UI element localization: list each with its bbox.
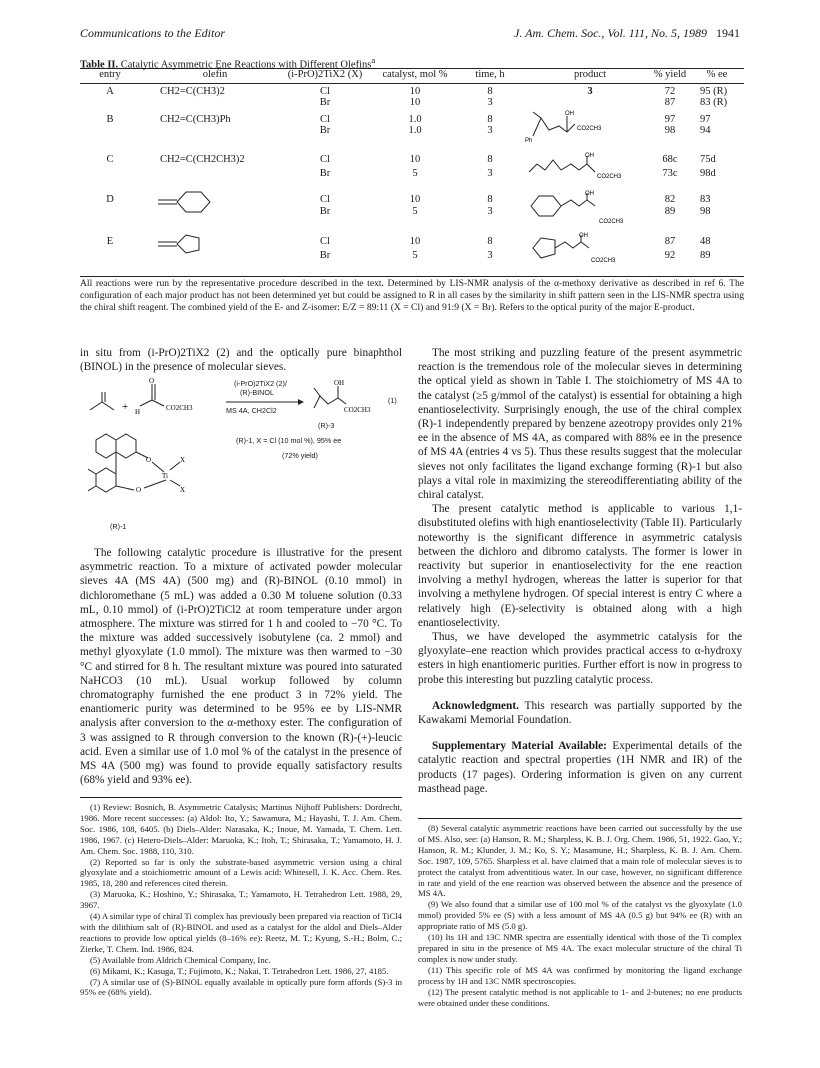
time-cell: 8 xyxy=(487,154,493,165)
halide-cell: Cl xyxy=(320,154,330,165)
catalyst-label: (R)-1 xyxy=(110,522,127,531)
product-structure-c xyxy=(525,152,655,186)
scheme-reagent-1: (i-PrO)2TiX2 (2)/ xyxy=(234,379,287,388)
table-footnotes: All reactions were run by the representative procedure described in the text. Determined by LIS-NMR analysis of the α-methoxy derivative as described in ref 6. The configuration of each major product has not been determined yet but could be assigned to R in all cases by the similarity in shift pattern seen in the LIS-NMR spectra using the chiral shift reagent. The combined yield of the E- and Z-isomer: E/Z = 89:11 (X = Cl) and 91:9 (X = Br). Refers to the optical purity of the major E-product. xyxy=(80,278,744,313)
reference-item: (2) Reported so far is only the substrate-based asymmetric version using a chiral glyoxylate and a stoichiometric amount of a Lewis acid: Whitesell, J. K. Acc. Chem. Res. 1985, 18, 280 and references cited therein. xyxy=(80,856,402,889)
ee-cell: 89 xyxy=(700,250,711,261)
reference-item: (4) A similar type of chiral Ti complex has previously been prepared via reaction of TiCl4 with the dilithium salt of (R)-BINOL and used as a catalyst for the aldol and Diels–Alder reactions to provide low optical yields (8–16% ee): Reetz, M. T.; Kyung, S.-H.; Bolm, C.; Zierke, T. Chem. Ind. 1986, 824. xyxy=(80,911,402,954)
yield-cell: 82 xyxy=(664,194,676,205)
reaction-scheme xyxy=(88,378,408,538)
product-structure-b xyxy=(525,110,655,144)
catalyst-cell: 5 xyxy=(412,206,418,217)
yield-cell: 87 xyxy=(664,236,676,247)
col-header-catalyst: catalyst, mol % xyxy=(382,69,448,80)
svg-text:CO2CH3: CO2CH3 xyxy=(166,404,193,412)
ee-cell: 83 (R) xyxy=(700,97,728,108)
references-left xyxy=(80,802,402,998)
catalyst-cell: 5 xyxy=(412,168,418,179)
halide-cell: Br xyxy=(319,206,331,217)
olefin-formula: CH2=C(CH2CH3)2 xyxy=(160,154,245,165)
yield-cell: 73c xyxy=(662,168,678,179)
table-label: Table II. xyxy=(80,59,119,71)
journal-name: J. Am. Chem. Soc., xyxy=(514,26,605,40)
svg-text:CO2CH3: CO2CH3 xyxy=(599,219,624,225)
yield-cell: 68c xyxy=(662,154,678,165)
table-title-footnote-mark: a xyxy=(371,55,376,65)
catalyst-cell: 10 xyxy=(409,154,421,165)
svg-text:OH: OH xyxy=(579,233,588,239)
svg-text:CO2CH3: CO2CH3 xyxy=(577,126,602,132)
ee-cell: 94 xyxy=(700,125,711,136)
col-header-reagent: (i-PrO)2TiX2 (X) xyxy=(287,69,363,80)
halide-cell: Cl xyxy=(320,194,330,205)
entry-label: E xyxy=(106,236,114,247)
time-cell: 8 xyxy=(487,114,493,125)
ee-cell: 75d xyxy=(700,154,716,165)
time-cell: 8 xyxy=(487,194,493,205)
ee-cell: 83 xyxy=(700,194,711,205)
catalyst-cell: 10 xyxy=(409,86,421,97)
intro-paragraph: in situ from (i-PrO)2TiX2 (2) and the optically pure binaphthol (BINOL) in the presence of molecular sieves. xyxy=(80,347,402,374)
svg-text:O: O xyxy=(146,456,152,464)
reference-item: (8) Several catalytic asymmetric reactions have been carried out successfully by the use of MS. Also, see: (a) Hanson, R. M.; Sharpless, K. B. J. Org. Chem. 1986, 51, 1922. Gao, Y.; Hanson, R. M.; Klunder, J. M.; Ko, S. Y.; Masamune, H.; Sharpless, K. B. J. Am. Chem. Soc. 1987, 109, 5765. Sharpless et al. have claimed that a main role of molecular sieves is to protect the catalyst from adventitious water. In our case, however, no significant difference in rate and yield of the ene reaction was observed between the absence and the presence of MS 4A. xyxy=(418,823,742,899)
reference-item: (9) We also found that a similar use of 100 mol % of the catalyst vs the glyoxylate (1.0 mmol) provided 5% ee (S) with a less amount of MS 4A (0.5 g) but 94% ee (R) with an appropriate ratio of MS (5.0 g). xyxy=(418,899,742,932)
data-table xyxy=(80,68,744,276)
reference-item: (1) Review: Bosnich, B. Asymmetric Catalysis; Martinus Nijhoff Publishers: Dordrecht, 1986. More recent successes: (a) Aldol: Ito, Y.; Sawamura, M.; Hayashi, T. J. Am. Chem. Soc. 1986, 108, 6405. (b) Diels–Alder: Narasaka, K.; Inoue, M. Yamada, T. Chem. Lett. 1986, 1967. (c) Hetero-Diels–Alder: Maruoka, K.; Itoh, T.; Shirasaka, T.; Yamamoto, H. J. Am. Chem. Soc. 1988, 110, 310. xyxy=(80,802,402,856)
time-cell: 3 xyxy=(487,250,493,261)
entry-label: D xyxy=(106,194,114,205)
svg-text:OH: OH xyxy=(585,153,594,159)
yield-cell: 97 xyxy=(664,114,676,125)
right-refs-rule xyxy=(418,818,742,819)
references-right xyxy=(418,823,742,1008)
time-cell: 3 xyxy=(487,97,493,108)
discussion-paragraph-2: The present catalytic method is applicable to various 1,1-disubstituted olefins with high enantioselectivity (Table II). Particularly noteworthy is the significant difference in asymmetric catalysis between the dichloro and dibromo catalysts. The former is lower in reactivity but superior in enantioselectivity for the ene reaction involving a methyl hydrogen, whereas the latter is superior for that involving a methylene hydrogen. Of special interest is entry C where a relatively high (E)-selectivity is obtained along with a high enantioselectivity. xyxy=(418,503,742,629)
entry-label: B xyxy=(106,114,114,125)
ee-cell: 95 (R) xyxy=(700,86,728,97)
catalyst-cell: 1.0 xyxy=(408,114,422,125)
halide-cell: Cl xyxy=(320,236,330,247)
supplementary-material xyxy=(418,739,742,796)
yield-cell: 92 xyxy=(664,250,676,261)
svg-text:O: O xyxy=(136,486,142,494)
svg-text:+: + xyxy=(122,401,129,413)
yield-cell: 98 xyxy=(664,125,676,136)
reference-item: (6) Mikami, K.; Kasuga, T.; Fujimoto, K.; Nakai, T. Tetrahedron Lett. 1986, 27, 4185. xyxy=(90,965,389,976)
svg-text:X: X xyxy=(180,486,186,494)
left-column-intro xyxy=(80,346,402,374)
svg-text:OH: OH xyxy=(565,111,574,117)
journal-volume: Vol. 111, No. 5, 1989 xyxy=(607,26,707,40)
running-header xyxy=(80,26,740,42)
time-cell: 8 xyxy=(487,86,493,97)
col-header-time: time, h xyxy=(475,69,505,80)
reference-item: (10) Its 1H and 13C NMR spectra are essentially identical with those of the Ti complex prepared in situ in the presence of MS 4A. The exact molecular structure of the chiral Ti complex is now under study. xyxy=(418,932,742,964)
reference-item: (12) The present catalytic method is not applicable to 1- and 2-butenes; no ene products were obtained under these conditions. xyxy=(418,986,742,1008)
time-cell: 3 xyxy=(487,125,493,136)
halide-cell: Br xyxy=(319,250,331,261)
equation-number: (1) xyxy=(388,396,397,405)
time-cell: 8 xyxy=(487,236,493,247)
supplementary-heading: Supplementary Material Available: xyxy=(432,740,607,753)
col-header-olefin: olefin xyxy=(202,69,228,80)
svg-text:OH: OH xyxy=(334,379,345,387)
reference-item: (3) Maruoka, K.; Hoshino, Y.; Shirasaka, T.; Yamamoto, H. Tetrahedron Lett. 1988, 29, 3967. xyxy=(80,889,402,911)
olefin-structure-cyclopentylidene xyxy=(155,230,225,262)
catalyst-cell: 10 xyxy=(409,236,421,247)
col-header-ee: % ee xyxy=(706,69,728,80)
halide-cell: Br xyxy=(319,125,331,136)
table-title: Catalytic Asymmetric Ene Reactions with Different Olefins xyxy=(120,59,372,71)
olefin-formula: CH2=C(CH3)2 xyxy=(160,86,225,97)
svg-text:Ph: Ph xyxy=(525,138,533,144)
svg-text:O: O xyxy=(149,378,155,385)
catalyst-cell: 5 xyxy=(412,250,418,261)
col-header-yield: % yield xyxy=(653,69,687,80)
yield-cell: 87 xyxy=(664,97,676,108)
scheme-reagent-2: (R)-BINOL xyxy=(240,388,274,397)
yield-cell: 72 xyxy=(664,86,676,97)
catalyst-cell: 1.0 xyxy=(408,125,422,136)
svg-text:CO2CH3: CO2CH3 xyxy=(597,174,622,180)
col-header-product: product xyxy=(573,69,607,80)
product-label: (R)-3 xyxy=(318,421,335,430)
svg-text:CO2CH3: CO2CH3 xyxy=(591,258,616,264)
entry-label: C xyxy=(106,154,114,165)
olefin-structure-cyclohexylidene xyxy=(155,188,225,220)
yield-cell: 89 xyxy=(664,206,676,217)
scheme-conditions: MS 4A, CH2Cl2 xyxy=(226,406,277,415)
svg-text:H: H xyxy=(135,408,141,416)
left-column-body xyxy=(80,546,402,787)
svg-text:OH: OH xyxy=(585,191,594,197)
acknowledgment-heading: Acknowledgment. xyxy=(432,699,519,712)
table-bottom-rule xyxy=(80,276,744,277)
reference-item: (7) A similar use of (S)-BINOL equally available in optically pure form affords (S)-3 in 95% ee (68% yield). xyxy=(80,976,402,998)
scheme-note-ee: (R)-1, X = Cl (10 mol %), 95% ee xyxy=(236,436,342,445)
scheme-note-yield: (72% yield) xyxy=(282,451,318,460)
halide-cell: Cl xyxy=(320,86,330,97)
supplementary-text: Experimental details of the catalytic reaction and spectral properties (1H NMR and IR) of the products (17 pages). Ordering information is given on any current masthead page. xyxy=(418,740,742,795)
svg-text:Ti: Ti xyxy=(162,472,168,480)
discussion-paragraph-1: The most striking and puzzling feature of the present asymmetric reaction is the tremendous role of the molecular sieves in determining the optical yield as shown in Table I. The stoichiometry of MS 4A to the catalyst (≥5 g/mmol of the catalyst) is essential for obtaining a high enantioselectivity. Surprisingly enough, the use of the chiral complex (R)-1 independently prepared by benzene azeotropy provides only 21% ee in the absence of MS 4A, as compared with 88% ee in the presence of MS 4A (entries 4 vs 5). Thus these results suggest that the molecular sieves not only facilitates the ligand exchange forming (R)-1 but also plays a vital role in maximizing the stereodifferentiating ability of the chiral catalyst. xyxy=(418,347,742,502)
halide-cell: Br xyxy=(319,168,331,179)
acknowledgment xyxy=(418,699,742,727)
ee-cell: 48 xyxy=(700,236,711,247)
reference-item: (5) Available from Aldrich Chemical Company, Inc. xyxy=(90,954,271,965)
ee-cell: 98 xyxy=(700,206,711,217)
time-cell: 3 xyxy=(487,206,493,217)
journal-citation xyxy=(514,26,740,41)
acknowledgment-text: This research was partially supported by the Kawakami Memorial Foundation. xyxy=(418,699,742,727)
section-title: Communications to the Editor xyxy=(80,26,225,40)
product-structure-e xyxy=(525,232,655,268)
halide-cell: Cl xyxy=(320,114,330,125)
reference-item: (11) This specific role of MS 4A was confirmed by monitoring the ligand exchange process by 1H and 13C NMR spectroscopies. xyxy=(418,964,742,986)
discussion-paragraph-3: Thus, we have developed the asymmetric catalysis for the glyoxylate–ene reaction which provides practical access to α-hydroxy esters in high enantiomeric purities. Further effort is now in progress to probe this interesting but puzzling catalytic process. xyxy=(418,631,742,686)
ee-cell: 97 xyxy=(700,114,711,125)
halide-cell: Br xyxy=(319,97,331,108)
col-header-entry: entry xyxy=(99,69,121,80)
olefin-formula: CH2=C(CH3)Ph xyxy=(160,114,231,125)
catalyst-cell: 10 xyxy=(409,97,421,108)
svg-text:CO2CH3: CO2CH3 xyxy=(344,406,371,414)
left-refs-rule xyxy=(80,797,402,798)
entry-label: A xyxy=(106,86,114,97)
right-column-body xyxy=(418,346,742,796)
product-structure-d xyxy=(525,190,655,226)
page-number: 1941 xyxy=(716,26,740,40)
catalyst-cell: 10 xyxy=(409,194,421,205)
procedure-paragraph: The following catalytic procedure is illustrative for the present asymmetric reaction. To a mixture of activated powder molecular sieves 4A (MS 4A) (500 mg) and (R)-BINOL (0.10 mmol) in dichloromethane (5 mL) was added a 0.30 M toluene solution (0.33 mL, 0.10 mmol) of (i-PrO)2TiCl2 at room temperature under argon atmosphere. The mixture was stirred for 1 h and cooled to −70 °C. To the mixture was added successively isobutylene (ca. 2 mmol) and methyl glyoxylate (1.0 mmol). The mixture was then warmed to −30 °C and stirred for 8 h. The resultant mixture was poured into saturated NaHCO3 (10 mL). Usual workup followed by column chromatography furnished the ene product 3 in 72% yield. The enantiomeric purity was determined to be 95% ee by LIS-NMR analysis after conversion to the α-methoxy ester. The configuration of 3 was assigned to R through conversion to the known (R)-(+)-leucic acid. Even a similar use of 1.0 mol % of the catalyst in the presence of MS 4A (500 mg) was found to provide equally satisfactory results (68% yield and 93% ee). xyxy=(80,547,402,787)
ee-cell: 98d xyxy=(700,168,716,179)
product-ref: 3 xyxy=(587,86,593,97)
time-cell: 3 xyxy=(487,168,493,179)
svg-text:X: X xyxy=(180,456,186,464)
